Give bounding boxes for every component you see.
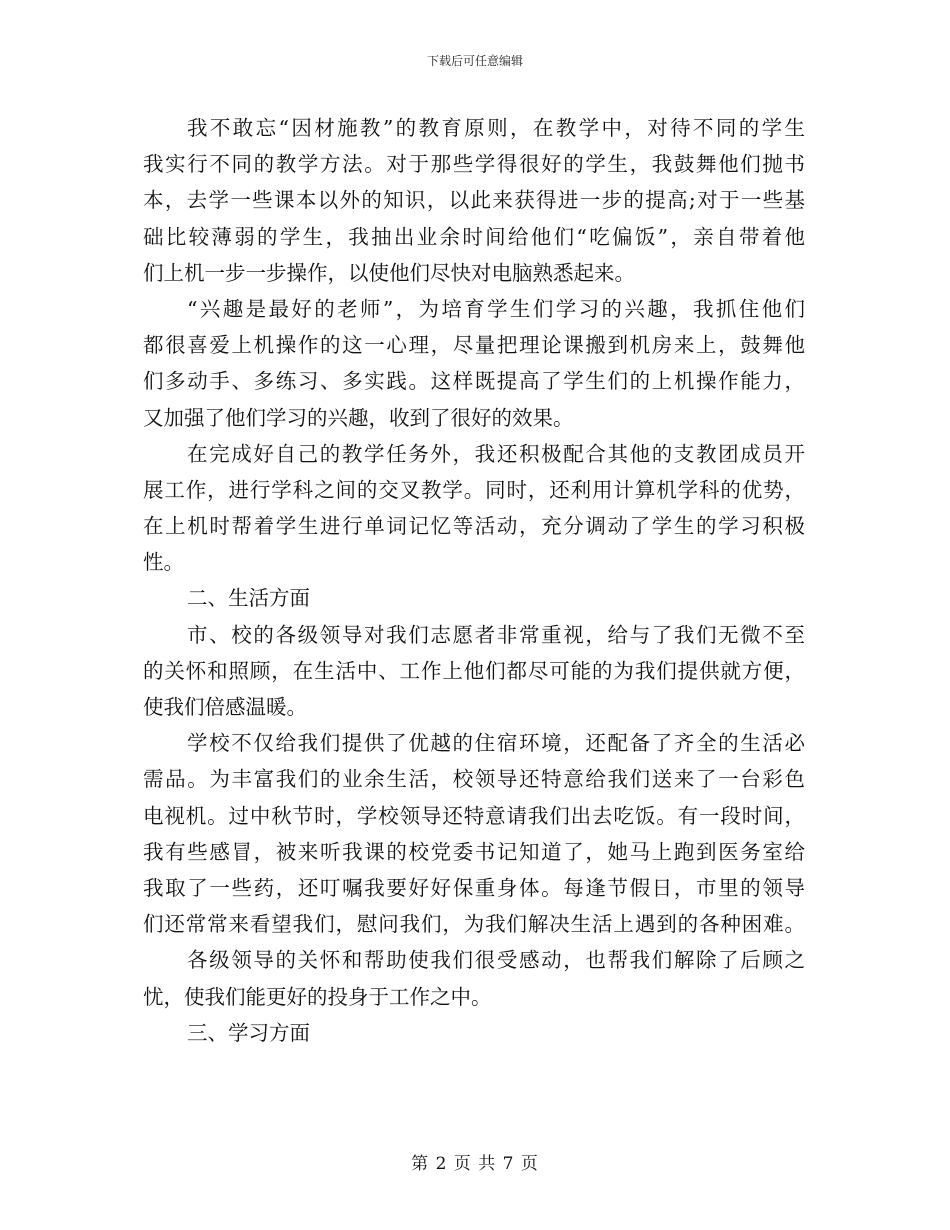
paragraph-line: 在完成好自己的教学任务外，我还积极配合其他的支教团成员开: [187, 441, 805, 466]
paragraph-line: 们多动手、多练习、多实践。这样既提高了学生们的上机操作能力，: [143, 369, 805, 394]
paragraph-line: 学校不仅给我们提供了优越的住宿环境，还配备了齐全的生活必: [187, 731, 805, 756]
paragraph-line: 的关怀和照顾，在生活中、工作上他们都尽可能的为我们提供就方便，: [143, 658, 805, 683]
paragraph-line: 需品。为丰富我们的业余生活，校领导还特意给我们送来了一台彩色: [143, 767, 805, 792]
paragraph-line: 性。: [143, 550, 184, 575]
paragraph-line: 展工作，进行学科之间的交叉教学。同时，还利用计算机学科的优势，: [143, 477, 805, 502]
paragraph-line: 们上机一步一步操作，以使他们尽快对电脑熟悉起来。: [143, 260, 635, 285]
paragraph-line: 市、校的各级领导对我们志愿者非常重视，给与了我们无微不至: [187, 622, 805, 647]
document-body: [143, 110, 805, 1051]
paragraph-line: 使我们倍感温暖。: [143, 695, 307, 719]
paragraph-line: 们还常常来看望我们，慰问我们，为我们解决生活上遇到的各种困难。: [143, 912, 805, 937]
paragraph-line: 础比较薄弱的学生，我抽出业余时间给他们“吃偏饭”，亲自带着他: [143, 224, 805, 249]
page-header: 下载后可任意编辑: [426, 54, 523, 68]
paragraph-line: 我实行不同的教学方法。对于那些学得很好的学生，我鼓舞他们抛书: [143, 152, 805, 177]
paragraph-line: 电视机。过中秋节时，学校领导还特意请我们出去吃饭。有一段时间，: [143, 803, 805, 828]
section-heading-life: 二、生活方面: [187, 586, 310, 611]
paragraph-line: 我不敢忘“因材施教”的教育原则，在教学中，对待不同的学生: [187, 116, 805, 140]
paragraph-line: “兴趣是最好的老师”，为培育学生们学习的兴趣，我抓住他们: [187, 296, 805, 321]
paragraph-line: 忧，使我们能更好的投身于工作之中。: [143, 984, 492, 1009]
paragraph-line: 又加强了他们学习的兴趣，收到了很好的效果。: [143, 405, 574, 430]
section-heading-study: 三、学习方面: [187, 1020, 310, 1045]
paragraph-line: 在上机时帮着学生进行单词记忆等活动，充分调动了学生的学习积极: [143, 514, 805, 539]
paragraph-line: 各级领导的关怀和帮助使我们很受感动，也帮我们解除了后顾之: [187, 948, 805, 973]
paragraph-line: 本，去学一些课本以外的知识，以此来获得进一步的提高;对于一些基: [143, 188, 805, 213]
page-number-footer: 第 2 页 共 7 页: [411, 1154, 539, 1174]
paragraph-line: 都很喜爱上机操作的这一心理，尽量把理论课搬到机房来上，鼓舞他: [143, 333, 805, 358]
paragraph-line: 我有些感冒，被来听我课的校党委书记知道了，她马上跑到医务室给: [143, 839, 805, 864]
paragraph-line: 我取了一些药，还叮嘱我要好好保重身体。每逢节假日，市里的领导: [143, 875, 805, 900]
